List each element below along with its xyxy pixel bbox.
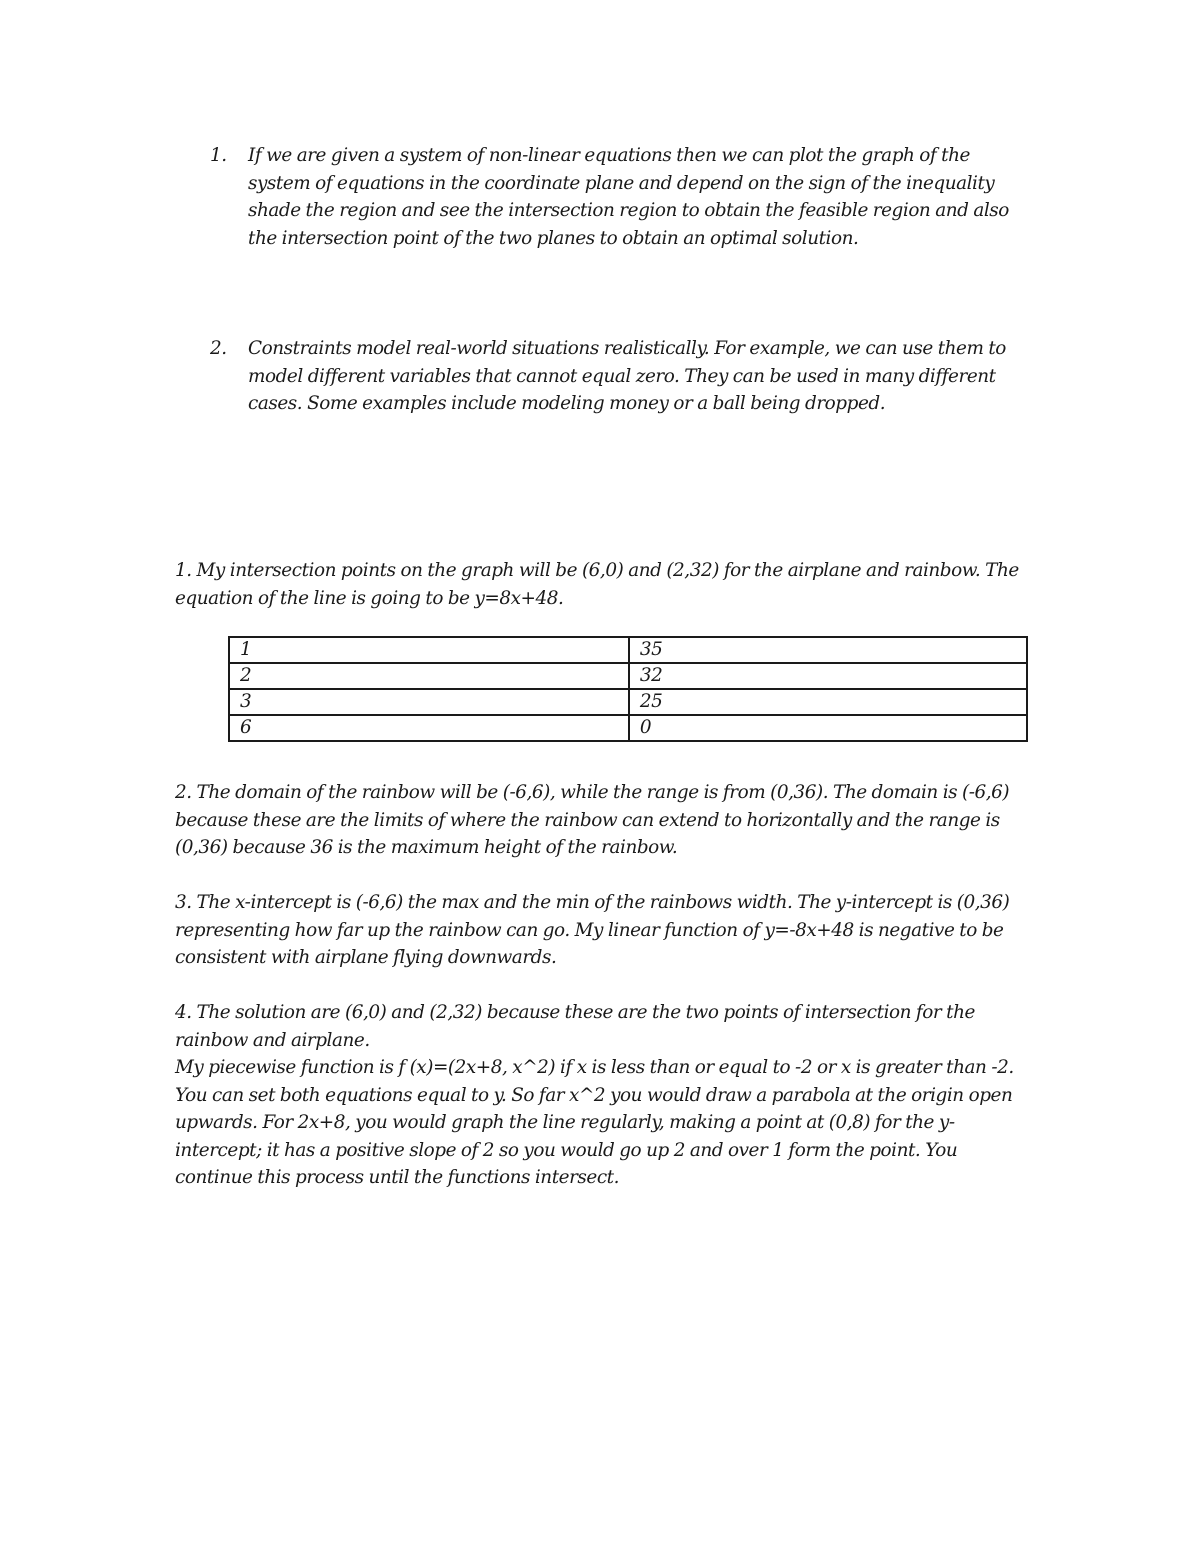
answer-3: 3. The x-intercept is (-6,6) the max and the min of the rainbows width. The y-intercept is (0,36) representing how far up the rainbow can go. My linear function of y=-8x+48 is negative to be consistent with airplane flying downwards. — [175, 892, 1010, 968]
table-cell: 32 — [629, 663, 1027, 689]
table-cell: 35 — [629, 637, 1027, 663]
points-table — [228, 636, 1028, 742]
list-item-text: Constraints model real-world situations realistically. For example, we can use them to model different variables that cannot equal zero. They can be used in many different cases. Some examples include modeling money or a ball being dropped. — [248, 338, 1006, 414]
list-number: 2. — [210, 338, 227, 359]
table-cell: 6 — [229, 715, 629, 741]
list-item — [210, 335, 1030, 418]
table-row — [229, 689, 1027, 715]
list-number: 1. — [210, 145, 227, 166]
table-row — [229, 637, 1027, 663]
table-cell: 2 — [229, 663, 629, 689]
answer-1: 1. My intersection points on the graph will be (6,0) and (2,32) for the airplane and rainbow. The equation of the line is going to be y=8x+48. — [175, 560, 1019, 609]
numbered-list — [210, 142, 1030, 418]
table-row — [229, 715, 1027, 741]
table-cell: 0 — [629, 715, 1027, 741]
table-cell: 1 — [229, 637, 629, 663]
answer-4-piecewise: My piecewise function is f (x)=(2x+8, x^2) if x is less than or equal to -2 or x is greater than -2. You can set both equations equal to y. So far x^2 you would draw a parabola at the origin open upwards. For 2x+8, you would graph the line regularly, making a point at (0,8) for the y-intercept; it has a positive slope of 2 so you would go up 2 and over 1 form the point. You continue this process until the functions intersect. — [175, 1057, 1014, 1188]
list-item — [210, 142, 1030, 335]
table-row — [229, 663, 1027, 689]
answer-4: 4. The solution are (6,0) and (2,32) because these are the two points of intersection for the rainbow and airplane. — [175, 1002, 975, 1051]
table-cell: 3 — [229, 689, 629, 715]
list-item-text: If we are given a system of non-linear equations then we can plot the graph of the system of equations in the coordinate plane and depend on the sign of the inequality shade the region and see the intersection region to obtain the feasible region and also the intersection point of the two planes to obtain an optimal solution. — [248, 145, 1009, 249]
answer-2: 2. The domain of the rainbow will be (-6,6), while the range is from (0,36). The domain is (-6,6) because these are the limits of where the rainbow can extend to horizontally and the range is (0,36) because 36 is the maximum height of the rainbow. — [175, 782, 1010, 858]
table-cell: 25 — [629, 689, 1027, 715]
